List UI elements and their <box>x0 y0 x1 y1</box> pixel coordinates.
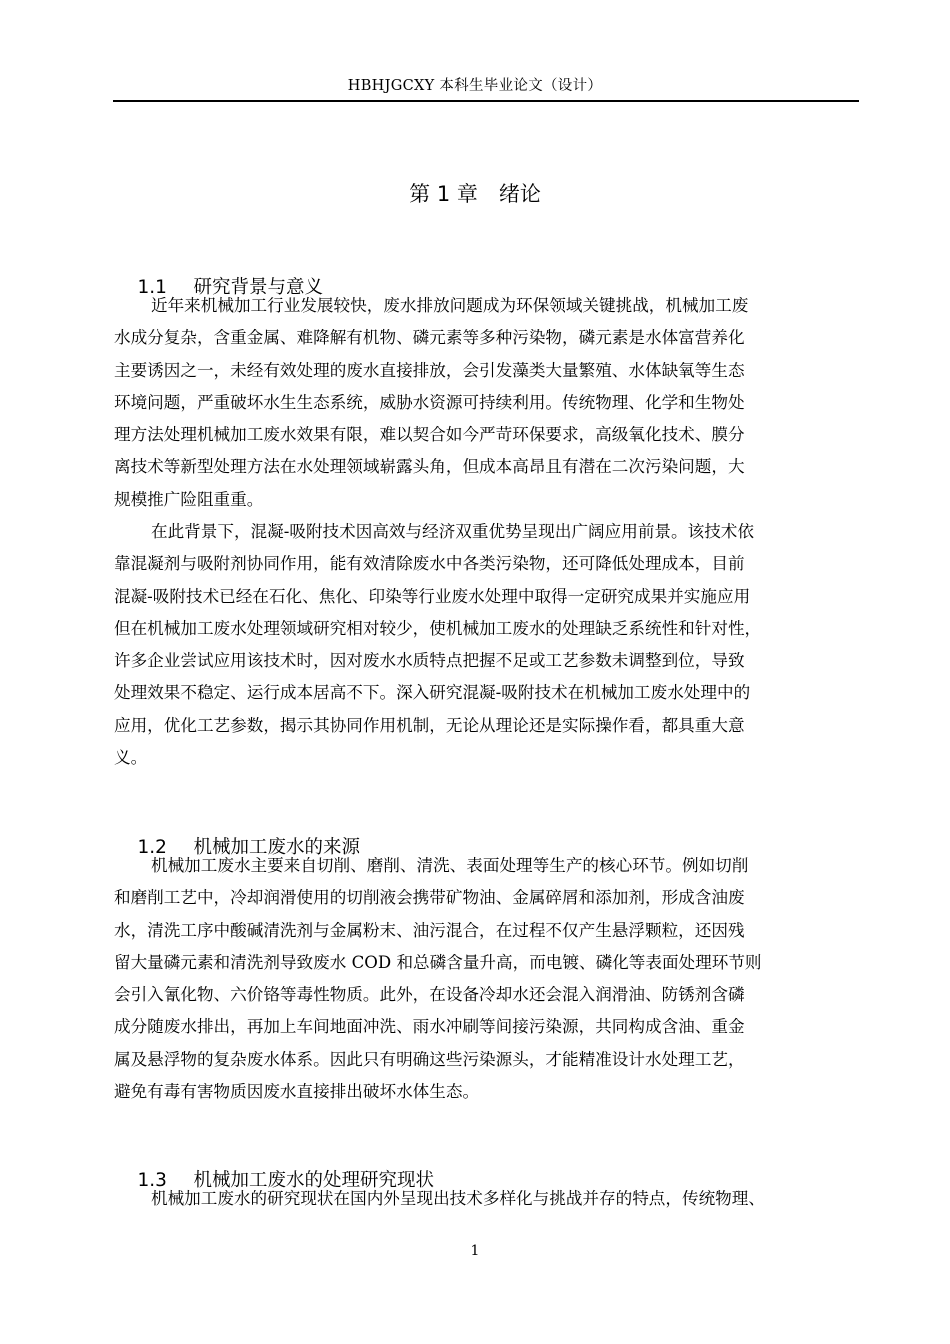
paragraph-research-status <box>114 1183 860 1215</box>
paragraph-line: 避免有毒有害物质因废水直接排出破坏水体生态。 <box>114 1082 480 1102</box>
section-title: 机械加工废水的来源 <box>193 837 361 858</box>
paragraph-line: 属及悬浮物的复杂废水体系。因此只有明确这些污染源头，才能精准设计水处理工艺， <box>114 1049 745 1069</box>
paragraph-line: 规模推广险阻重重。 <box>114 489 264 509</box>
section-title: 研究背景与意义 <box>193 277 324 298</box>
paragraph-line: 和磨削工艺中，冷却润滑使用的切削液会携带矿物油、金属碎屑和添加剂，形成含油废 <box>114 888 745 908</box>
paragraph-line: 义。 <box>114 748 148 768</box>
paragraph-line: 成分随废水排出，再加上车间地面冲洗、雨水冲刷等间接污染源，共同构成含油、重金 <box>114 1017 745 1037</box>
page-number: 1 <box>470 1243 480 1259</box>
section-number: 1.1 <box>137 277 167 298</box>
running-header: HBHJGCXY 本科生毕业论文（设计） <box>347 78 603 94</box>
paragraph-line: 水，清洗工序中酸碱清洗剂与金属粉末、油污混合，在过程不仅产生悬浮颗粒，还因残 <box>114 920 745 940</box>
paragraph-line: 留大量磷元素和清洗剂导致废水 COD 和总磷含量升高，而电镀、磷化等表面处理环节则 <box>114 952 762 972</box>
paragraph-line: 靠混凝剂与吸附剂协同作用，能有效清除废水中各类污染物，还可降低处理成本，目前 <box>114 554 745 574</box>
paragraph-line: 在此背景下，混凝-吸附技术因高效与经济双重优势呈现出广阔应用前景。该技术依 <box>151 522 754 541</box>
paragraph-line: 会引入氰化物、六价铬等毒性物质。此外，在设备冷却水还会混入润滑油、防锈剂含磷 <box>114 985 745 1005</box>
paragraph-line: 机械加工废水主要来自切削、磨削、清洗、表面处理等生产的核心环节。例如切削 <box>151 856 749 875</box>
paragraph-line: 近年来机械加工行业发展较快，废水排放问题成为环保领域关键挑战，机械加工废 <box>151 296 749 315</box>
paragraph-line: 混凝-吸附技术已经在石化、焦化、印染等行业废水处理中取得一定研究成果并实施应用 <box>114 586 751 606</box>
section-title: 机械加工废水的处理研究现状 <box>193 1170 435 1191</box>
paragraph-line: 处理效果不稳定、运行成本居高不下。深入研究混凝-吸附技术在机械加工废水处理中的 <box>114 683 751 703</box>
paragraph-line: 水成分复杂，含重金属、难降解有机物、磷元素等多种污染物，磷元素是水体富营养化 <box>114 328 745 348</box>
section-number: 1.2 <box>137 837 167 858</box>
paragraph-significance <box>114 516 860 774</box>
paragraph-sources <box>114 850 860 1108</box>
header-rule <box>113 100 859 102</box>
paragraph-line: 环境问题，严重破坏水生生态系统，威胁水资源可持续利用。传统物理、化学和生物处 <box>114 392 745 412</box>
paragraph-background <box>114 290 860 516</box>
section-number: 1.3 <box>137 1170 167 1191</box>
paragraph-line: 许多企业尝试应用该技术时，因对废水水质特点把握不足或工艺参数未调整到位，导致 <box>114 651 745 671</box>
paragraph-line: 机械加工废水的研究现状在国内外呈现出技术多样化与挑战并存的特点，传统物理、 <box>151 1189 765 1208</box>
paragraph-line: 理方法处理机械加工废水效果有限，难以契合如今严苛环保要求，高级氧化技术、膜分 <box>114 425 745 445</box>
paragraph-line: 主要诱因之一，未经有效处理的废水直接排放，会引发藻类大量繁殖、水体缺氧等生态 <box>114 360 745 380</box>
paragraph-line: 但在机械加工废水处理领域研究相对较少，使机械加工废水的处理缺乏系统性和针对性， <box>114 618 762 638</box>
chapter-title: 第 1 章 绪论 <box>409 182 541 206</box>
paragraph-line: 应用，优化工艺参数，揭示其协同作用机制，无论从理论还是实际操作看，都具重大意 <box>114 715 745 735</box>
paragraph-line: 离技术等新型处理方法在水处理领域崭露头角，但成本高昂且有潜在二次污染问题，大 <box>114 457 745 477</box>
